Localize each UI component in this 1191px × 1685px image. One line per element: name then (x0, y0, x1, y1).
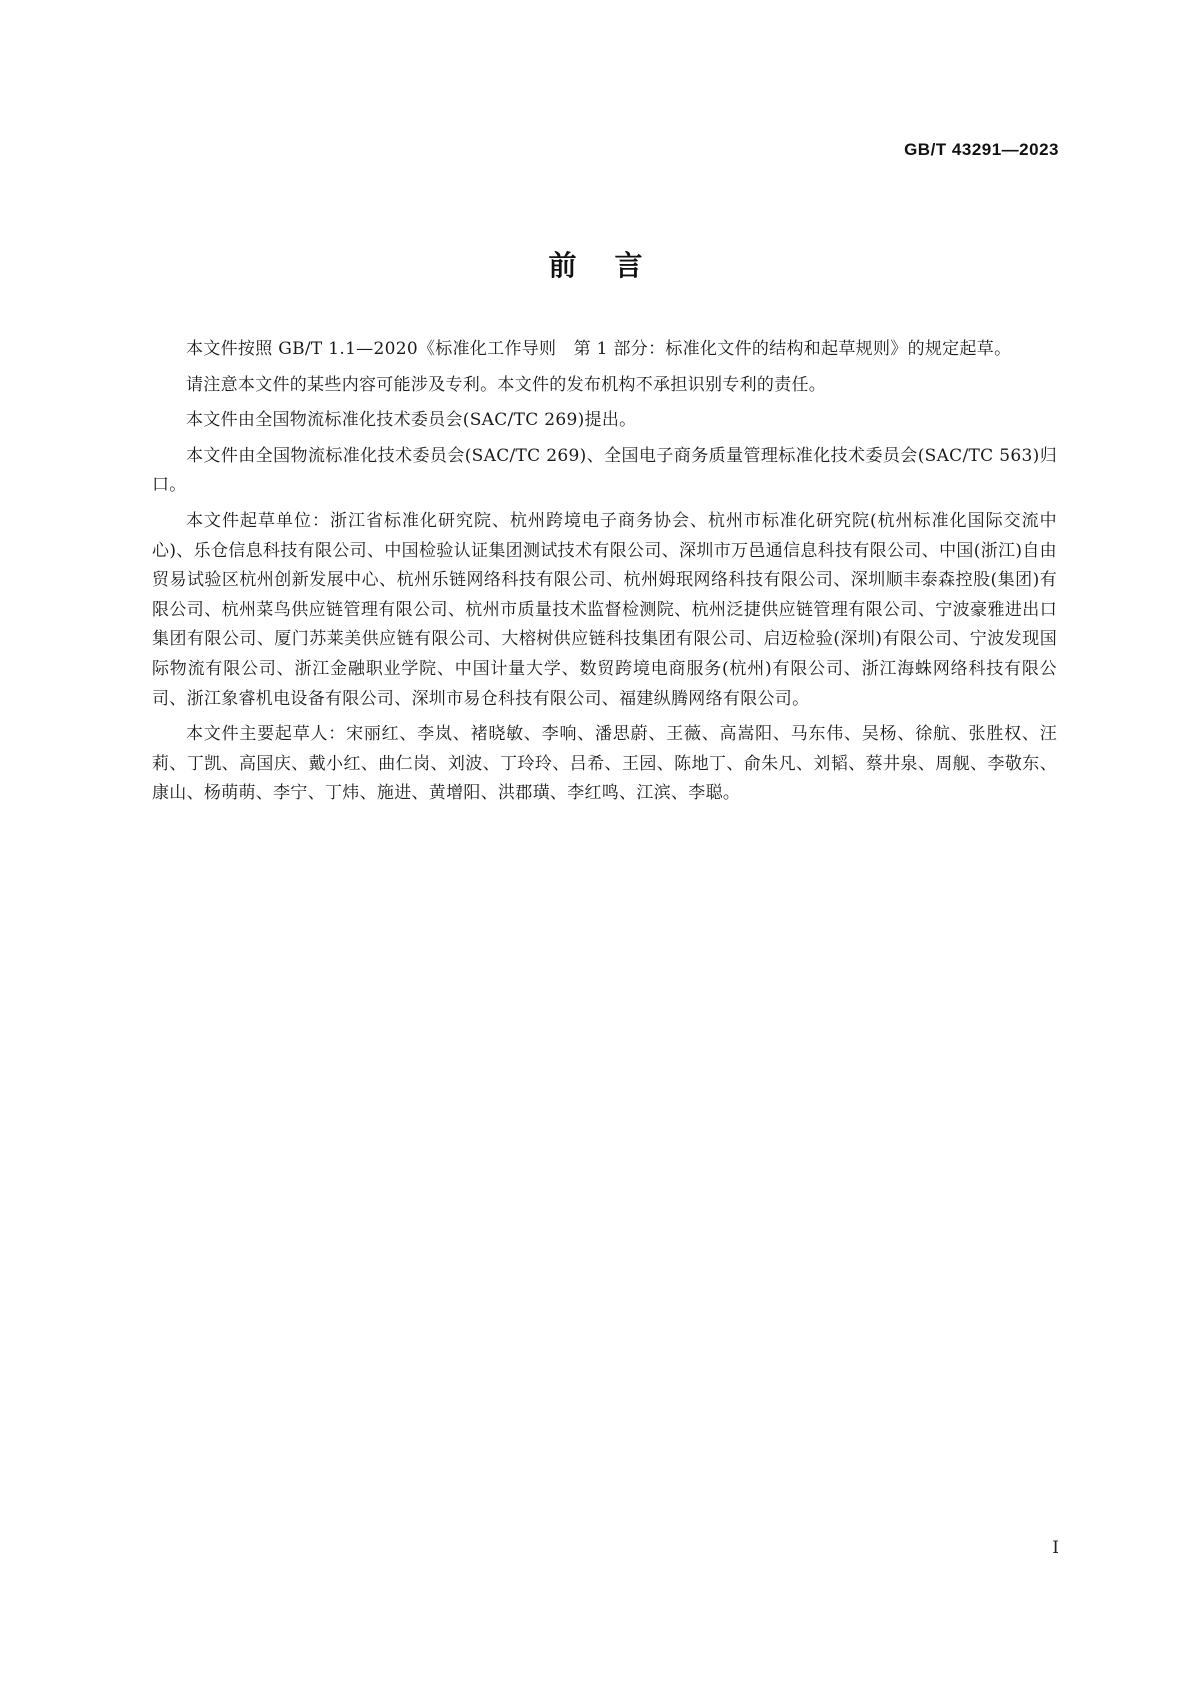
page-title: 前言 (548, 249, 681, 282)
page-number: I (1052, 1538, 1059, 1558)
paragraph-drafting-units: 本文件起草单位：浙江省标准化研究院、杭州跨境电子商务协会、杭州市标准化研究院(杭州标准化国际交流中心)、乐仓信息科技有限公司、中国检验认证集团测试技术有限公司、深圳市万邑通信息科技有限公司、中国(浙江)自由贸易试验区杭州创新发展中心、杭州乐链网络科技有限公司、杭州姆珉网络科技有限公司、深圳顺丰泰森控股(集团)有限公司、杭州菜鸟供应链管理有限公司、杭州市质量技术监督检测院、杭州泛捷供应链管理有限公司、宁波豪雅进出口集团有限公司、厦门苏莱美供应链有限公司、大榕树供应链科技集团有限公司、启迈检验(深圳)有限公司、宁波发现国际物流有限公司、浙江金融职业学院、中国计量大学、数贸跨境电商服务(杭州)有限公司、浙江海蛛网络科技有限公司、浙江象睿机电设备有限公司、深圳市易仓科技有限公司、福建纵腾网络有限公司。 (152, 510, 1057, 709)
paragraph-patent-notice: 请注意本文件的某些内容可能涉及专利。本文件的发布机构不承担识别专利的责任。 (186, 374, 827, 395)
paragraph-proposer: 本文件由全国物流标准化技术委员会(SAC/TC 269)提出。 (186, 410, 637, 431)
paragraph-administrator: 本文件由全国物流标准化技术委员会(SAC/TC 269)、全国电子商务质量管理标准化技术委员会(SAC/TC 563)归口。 (152, 445, 1057, 496)
standard-number: GB/T 43291—2023 (904, 140, 1059, 159)
paragraph-drafters: 本文件主要起草人：宋丽红、李岚、褚晓敏、李响、潘思蔚、王薇、高嵩阳、马东伟、吴杨、徐航、张胜权、汪莉、丁凯、高国庆、戴小红、曲仁岗、刘波、丁玲玲、吕希、王园、陈地丁、俞朱凡、刘韬、蔡井泉、周舰、李敬东、康山、杨萌萌、李宁、丁炜、施进、黄增阳、洪郡璜、李红鸣、江滨、李聪。 (152, 724, 1057, 804)
foreword-body (152, 335, 1057, 815)
paragraph-drafting-rules: 本文件按照 GB/T 1.1—2020《标准化工作导则 第 1 部分：标准化文件的结构和起草规则》的规定起草。 (186, 339, 1012, 359)
